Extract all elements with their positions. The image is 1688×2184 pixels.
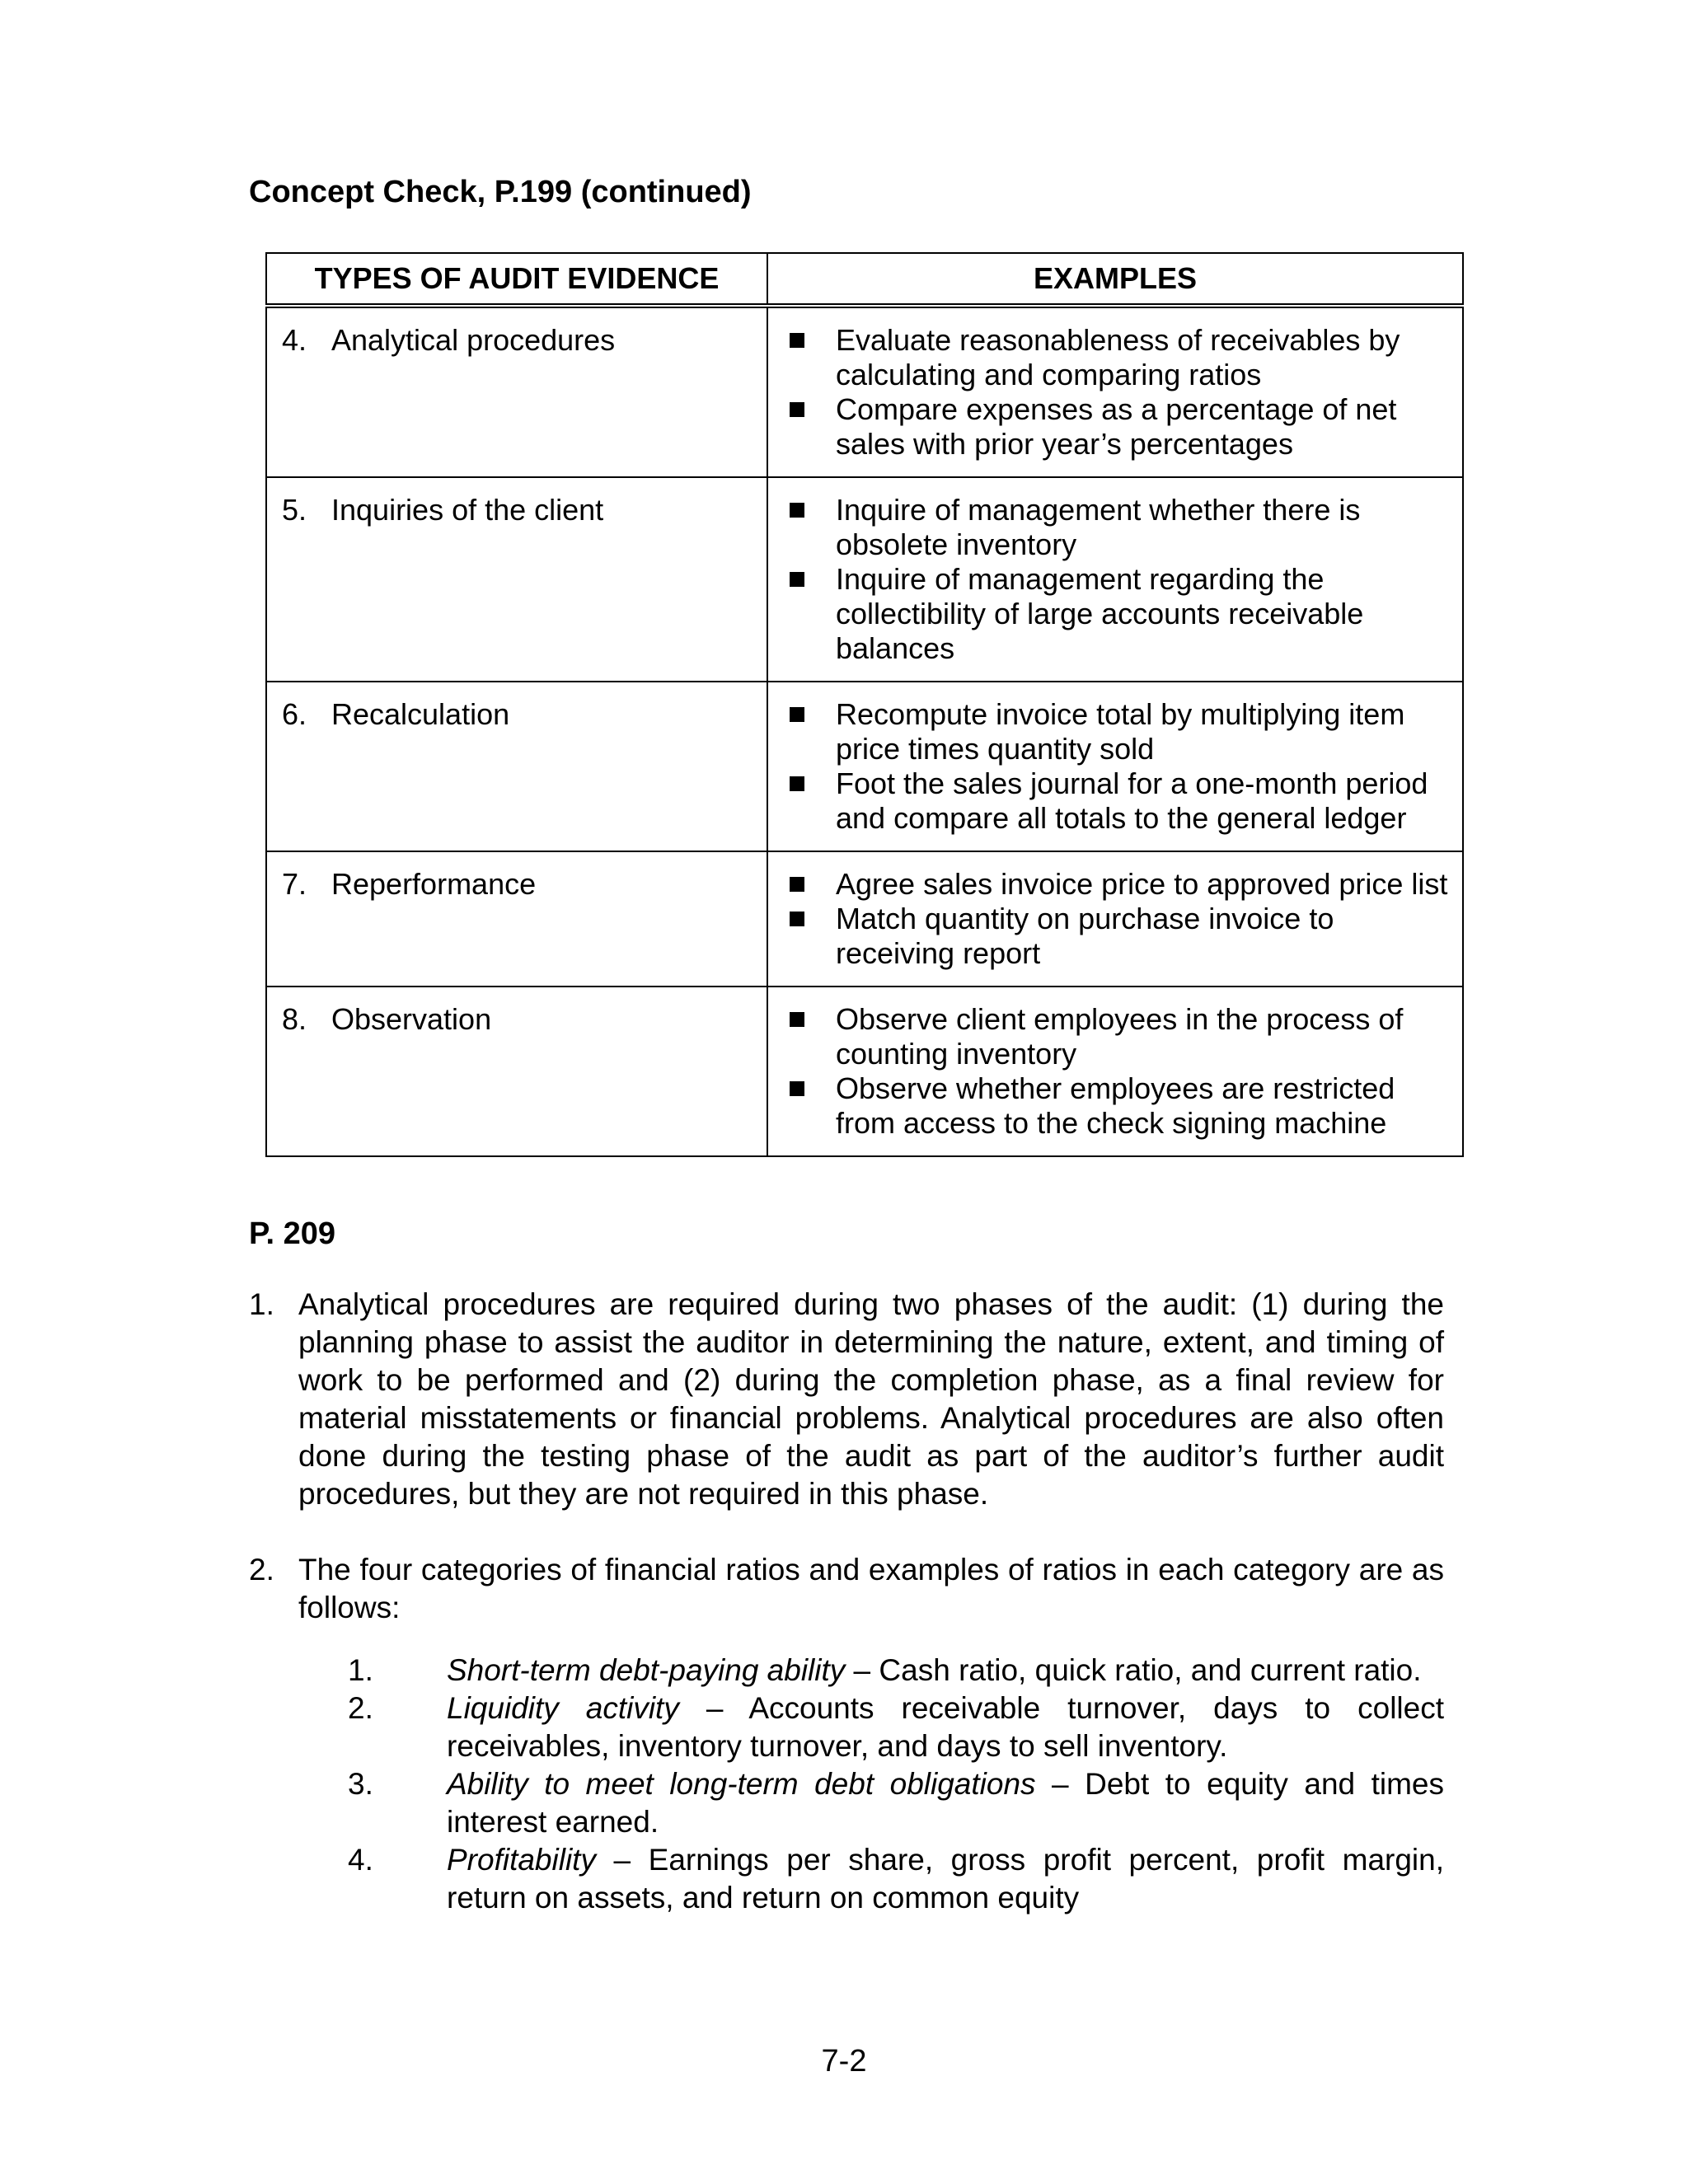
example-item	[785, 766, 1451, 836]
example-item	[785, 562, 1451, 666]
example-text: Recompute invoice total by multiplying item price times quantity sold	[836, 697, 1405, 766]
evidence-type-cell	[266, 682, 767, 851]
answer-item	[249, 1286, 1444, 1513]
square-bullet-icon	[790, 333, 804, 348]
list-item-number: 4.	[348, 1843, 373, 1877]
evidence-type-label: Observation	[331, 1002, 492, 1036]
example-item	[785, 1071, 1451, 1141]
examples-cell	[767, 851, 1463, 987]
answer-text: Analytical procedures are required during two phases of the audit: (1) during the planning phase to assist the auditor in determining the nature, extent, and timing of work to be performed and (2) during the completion phase, as a final review for material misstatements or financial problems. Analytical procedures are also often done during the testing phase of the audit as part of the auditor’s further audit procedures, but they are not required in this phase.	[298, 1287, 1444, 1511]
table-row	[266, 682, 1463, 851]
table-row	[266, 477, 1463, 682]
example-item	[785, 697, 1451, 766]
evidence-type-label: Analytical procedures	[331, 323, 616, 357]
list-item	[348, 1765, 1444, 1841]
examples-list	[785, 697, 1451, 836]
example-text: Foot the sales journal for a one-month period and compare all totals to the general ledger	[836, 766, 1428, 835]
square-bullet-icon	[790, 1081, 804, 1096]
evidence-type-label: Inquiries of the client	[331, 493, 604, 527]
answers-list	[249, 1286, 1444, 1917]
answer-text: The four categories of financial ratios and examples of ratios in each category are as follows:	[298, 1553, 1444, 1624]
example-item	[785, 1002, 1451, 1071]
list-item	[348, 1841, 1444, 1917]
example-item	[785, 493, 1451, 562]
square-bullet-icon	[790, 503, 804, 518]
evidence-type-number: 5.	[282, 493, 307, 527]
example-text: Match quantity on purchase invoice to receiving report	[836, 902, 1334, 970]
category-text: – Cash ratio, quick ratio, and current ratio.	[845, 1653, 1422, 1687]
table-row	[266, 987, 1463, 1156]
evidence-type-cell	[266, 851, 767, 987]
example-item	[785, 392, 1451, 462]
answer-number: 2.	[249, 1553, 274, 1586]
category-term: Ability to meet long-term debt obligations	[447, 1767, 1036, 1801]
column-header-examples: EXAMPLES	[767, 253, 1463, 306]
square-bullet-icon	[790, 912, 804, 926]
evidence-type-cell	[266, 477, 767, 682]
evidence-type-number: 7.	[282, 867, 307, 901]
square-bullet-icon	[790, 572, 804, 587]
list-item-number: 1.	[348, 1653, 373, 1687]
category-text: – Accounts receivable turnover, days to collect receivables, inventory turnover, and days to sell inventory.	[447, 1691, 1444, 1763]
p209-heading: P. 209	[249, 1216, 335, 1251]
ratio-categories-list	[249, 1652, 1444, 1917]
example-text: Inquire of management regarding the collectibility of large accounts receivable balances	[836, 562, 1364, 665]
answer-item	[249, 1551, 1444, 1627]
column-header-types: TYPES OF AUDIT EVIDENCE	[266, 253, 767, 306]
category-term: Liquidity activity	[447, 1691, 679, 1725]
table-row	[266, 851, 1463, 987]
square-bullet-icon	[790, 1012, 804, 1027]
page-number: 7-2	[821, 2044, 867, 2079]
examples-cell	[767, 477, 1463, 682]
audit-evidence-table	[265, 252, 1464, 1157]
examples-list	[785, 323, 1451, 462]
answer-number: 1.	[249, 1287, 274, 1321]
examples-cell	[767, 682, 1463, 851]
evidence-type-label: Recalculation	[331, 697, 510, 731]
list-item-number: 2.	[348, 1691, 373, 1725]
list-item	[348, 1652, 1444, 1690]
table-row	[266, 306, 1463, 477]
examples-list	[785, 493, 1451, 666]
examples-cell	[767, 987, 1463, 1156]
category-text: – Earnings per share, gross profit percent, profit margin, return on assets, and return on common equity	[447, 1843, 1444, 1915]
square-bullet-icon	[790, 707, 804, 722]
evidence-type-number: 4.	[282, 323, 307, 357]
category-term: Profitability	[447, 1843, 596, 1877]
table-header-row	[266, 253, 1463, 306]
example-text: Evaluate reasonableness of receivables by calculating and comparing ratios	[836, 323, 1400, 391]
examples-cell	[767, 306, 1463, 477]
example-text: Inquire of management whether there is obsolete inventory	[836, 493, 1361, 561]
example-text: Compare expenses as a percentage of net sales with prior year’s percentages	[836, 392, 1397, 461]
evidence-type-number: 8.	[282, 1002, 307, 1036]
example-item	[785, 323, 1451, 392]
evidence-type-cell	[266, 987, 767, 1156]
evidence-type-cell	[266, 306, 767, 477]
square-bullet-icon	[790, 776, 804, 791]
square-bullet-icon	[790, 402, 804, 417]
example-item	[785, 902, 1451, 971]
category-term: Short-term debt-paying ability	[447, 1653, 846, 1687]
example-item	[785, 867, 1451, 902]
examples-list	[785, 867, 1451, 971]
example-text: Agree sales invoice price to approved price list	[836, 867, 1448, 901]
example-text: Observe client employees in the process of counting inventory	[836, 1002, 1404, 1071]
concept-check-heading: Concept Check, P.199 (continued)	[249, 175, 752, 209]
examples-list	[785, 1002, 1451, 1141]
list-item	[348, 1690, 1444, 1765]
category-text: – Debt to equity and times interest earned.	[447, 1767, 1445, 1839]
list-item-number: 3.	[348, 1767, 373, 1801]
example-text: Observe whether employees are restricted from access to the check signing machine	[836, 1071, 1395, 1140]
square-bullet-icon	[790, 877, 804, 892]
evidence-type-number: 6.	[282, 697, 307, 731]
evidence-type-label: Reperformance	[331, 867, 537, 901]
